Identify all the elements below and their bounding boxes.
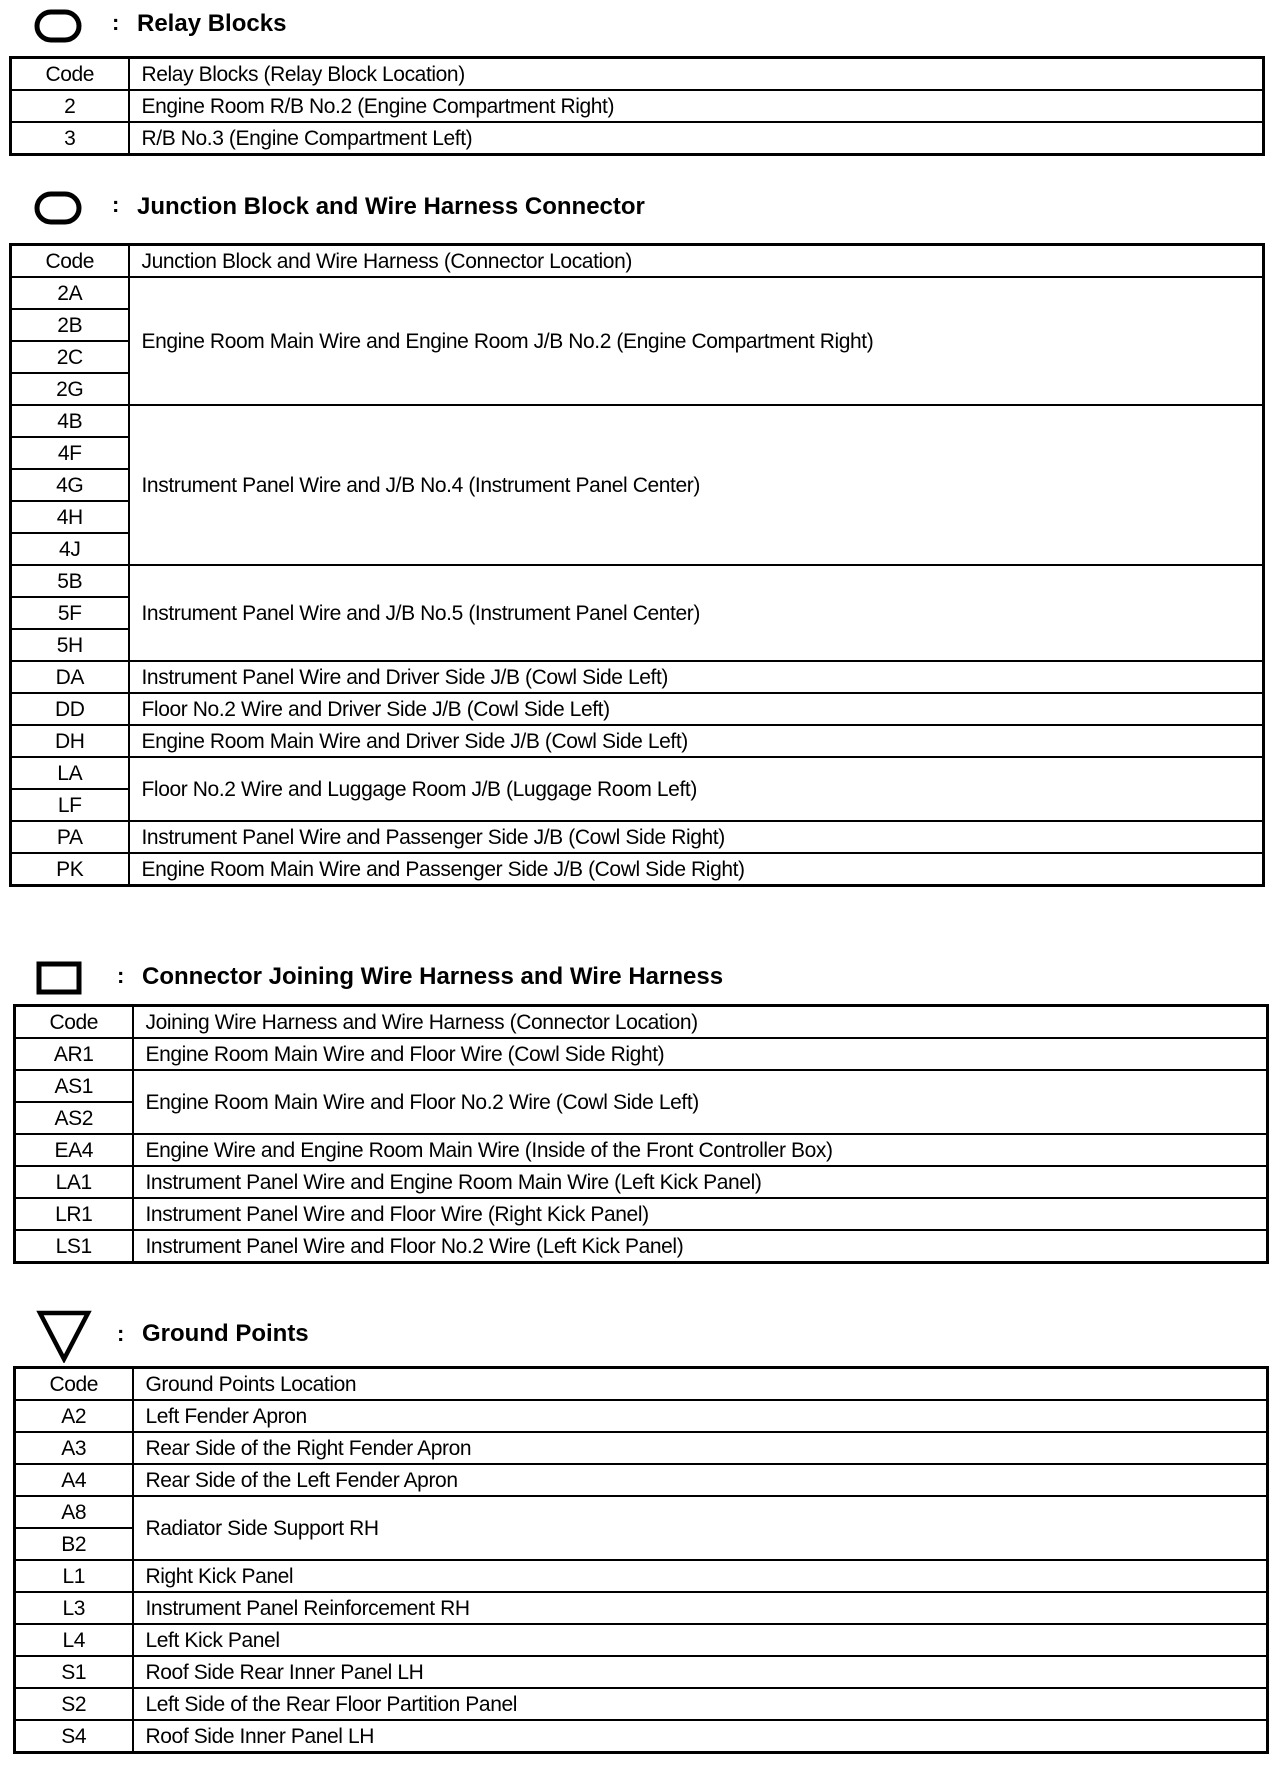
location-cell: Engine Room Main Wire and Driver Side J/B (Cowl Side Left) bbox=[129, 725, 1264, 757]
location-cell: Rear Side of the Left Fender Apron bbox=[133, 1464, 1268, 1496]
code-cell: A4 bbox=[15, 1464, 133, 1496]
table-header-row bbox=[11, 58, 1264, 91]
code-cell: AS2 bbox=[15, 1102, 133, 1134]
table-row bbox=[11, 122, 1264, 155]
table-row bbox=[15, 1230, 1268, 1263]
square-icon bbox=[36, 961, 82, 995]
heading-colon: : bbox=[112, 10, 120, 35]
location-cell: Roof Side Inner Panel LH bbox=[133, 1720, 1268, 1753]
section-title: Connector Joining Wire Harness and Wire Harness bbox=[142, 963, 724, 990]
ground-points-heading bbox=[0, 1305, 1280, 1349]
table-row bbox=[11, 821, 1264, 853]
code-header: Code bbox=[15, 1368, 133, 1401]
heading-colon: : bbox=[117, 1321, 125, 1346]
code-cell: LS1 bbox=[15, 1230, 133, 1263]
table-row bbox=[15, 1624, 1268, 1656]
code-cell: 2A bbox=[11, 277, 129, 309]
code-cell: A2 bbox=[15, 1400, 133, 1432]
code-cell: DH bbox=[11, 725, 129, 757]
table-row bbox=[11, 693, 1264, 725]
code-cell: S1 bbox=[15, 1656, 133, 1688]
relay-blocks-heading bbox=[0, 0, 1280, 44]
code-cell: AR1 bbox=[15, 1038, 133, 1070]
table-header-row bbox=[15, 1368, 1268, 1401]
location-cell: Right Kick Panel bbox=[133, 1560, 1268, 1592]
code-cell: 3 bbox=[11, 122, 129, 155]
code-cell: PA bbox=[11, 821, 129, 853]
junction-block-heading bbox=[0, 188, 1280, 232]
table-row bbox=[11, 277, 1264, 309]
location-cell: Left Side of the Rear Floor Partition Panel bbox=[133, 1688, 1268, 1720]
table-row bbox=[15, 1560, 1268, 1592]
location-header: Ground Points Location bbox=[133, 1368, 1268, 1401]
location-cell: Left Kick Panel bbox=[133, 1624, 1268, 1656]
code-cell: 5B bbox=[11, 565, 129, 597]
table-row bbox=[15, 1432, 1268, 1464]
location-cell: Instrument Panel Wire and Floor Wire (Right Kick Panel) bbox=[133, 1198, 1268, 1230]
location-cell: Floor No.2 Wire and Luggage Room J/B (Luggage Room Left) bbox=[129, 757, 1264, 821]
location-header: Relay Blocks (Relay Block Location) bbox=[129, 58, 1264, 91]
location-header: Junction Block and Wire Harness (Connector Location) bbox=[129, 245, 1264, 278]
table-row bbox=[15, 1070, 1268, 1102]
table-row bbox=[15, 1166, 1268, 1198]
code-cell: 4B bbox=[11, 405, 129, 437]
junction-block-table bbox=[9, 243, 1265, 887]
location-cell: Radiator Side Support RH bbox=[133, 1496, 1268, 1560]
code-cell: LF bbox=[11, 789, 129, 821]
code-cell: 4G bbox=[11, 469, 129, 501]
table-row bbox=[15, 1688, 1268, 1720]
code-cell: 2 bbox=[11, 90, 129, 122]
code-cell: S2 bbox=[15, 1688, 133, 1720]
connector-joining-heading bbox=[0, 957, 1280, 1001]
relay-blocks-table bbox=[9, 56, 1265, 156]
code-cell: DA bbox=[11, 661, 129, 693]
location-cell: Left Fender Apron bbox=[133, 1400, 1268, 1432]
code-cell: L1 bbox=[15, 1560, 133, 1592]
code-header: Code bbox=[15, 1006, 133, 1039]
table-row bbox=[11, 725, 1264, 757]
location-cell: Engine Wire and Engine Room Main Wire (Inside of the Front Controller Box) bbox=[133, 1134, 1268, 1166]
code-cell: L4 bbox=[15, 1624, 133, 1656]
location-cell: Engine Room Main Wire and Passenger Side J/B (Cowl Side Right) bbox=[129, 853, 1264, 886]
code-header: Code bbox=[11, 245, 129, 278]
table-row bbox=[11, 661, 1264, 693]
location-cell: Instrument Panel Wire and Floor No.2 Wire (Left Kick Panel) bbox=[133, 1230, 1268, 1263]
code-cell: LA bbox=[11, 757, 129, 789]
code-cell: A3 bbox=[15, 1432, 133, 1464]
code-cell: LR1 bbox=[15, 1198, 133, 1230]
location-cell: Instrument Panel Wire and J/B No.4 (Instrument Panel Center) bbox=[129, 405, 1264, 565]
location-cell: R/B No.3 (Engine Compartment Left) bbox=[129, 122, 1264, 155]
location-header: Joining Wire Harness and Wire Harness (Connector Location) bbox=[133, 1006, 1268, 1039]
heading-colon: : bbox=[117, 963, 125, 988]
table-row bbox=[15, 1720, 1268, 1753]
table-row bbox=[11, 757, 1264, 789]
code-cell: 2G bbox=[11, 373, 129, 405]
location-cell: Engine Room R/B No.2 (Engine Compartment Right) bbox=[129, 90, 1264, 122]
code-cell: 4J bbox=[11, 533, 129, 565]
table-row bbox=[15, 1198, 1268, 1230]
table-row bbox=[15, 1656, 1268, 1688]
location-cell: Engine Room Main Wire and Floor No.2 Wire (Cowl Side Left) bbox=[133, 1070, 1268, 1134]
ground-points-table bbox=[13, 1366, 1269, 1754]
location-cell: Engine Room Main Wire and Floor Wire (Cowl Side Right) bbox=[133, 1038, 1268, 1070]
location-cell: Instrument Panel Wire and J/B No.5 (Instrument Panel Center) bbox=[129, 565, 1264, 661]
code-cell: 4F bbox=[11, 437, 129, 469]
code-cell: LA1 bbox=[15, 1166, 133, 1198]
table-header-row bbox=[15, 1006, 1268, 1039]
code-cell: AS1 bbox=[15, 1070, 133, 1102]
code-cell: S4 bbox=[15, 1720, 133, 1753]
down-triangle-icon bbox=[36, 1307, 92, 1363]
code-cell: B2 bbox=[15, 1528, 133, 1560]
location-cell: Instrument Panel Wire and Engine Room Main Wire (Left Kick Panel) bbox=[133, 1166, 1268, 1198]
table-row bbox=[11, 853, 1264, 886]
location-cell: Instrument Panel Reinforcement RH bbox=[133, 1592, 1268, 1624]
section-title: Junction Block and Wire Harness Connector bbox=[137, 193, 645, 220]
location-cell: Rear Side of the Right Fender Apron bbox=[133, 1432, 1268, 1464]
table-row bbox=[15, 1038, 1268, 1070]
table-row bbox=[11, 405, 1264, 437]
table-header-row bbox=[11, 245, 1264, 278]
location-cell: Roof Side Rear Inner Panel LH bbox=[133, 1656, 1268, 1688]
table-row bbox=[15, 1592, 1268, 1624]
table-row bbox=[15, 1400, 1268, 1432]
connector-joining-table bbox=[13, 1004, 1269, 1264]
code-cell: 2C bbox=[11, 341, 129, 373]
table-row bbox=[15, 1464, 1268, 1496]
location-cell: Engine Room Main Wire and Engine Room J/B No.2 (Engine Compartment Right) bbox=[129, 277, 1264, 405]
code-cell: L3 bbox=[15, 1592, 133, 1624]
table-row bbox=[11, 565, 1264, 597]
code-cell: 5F bbox=[11, 597, 129, 629]
location-cell: Instrument Panel Wire and Driver Side J/B (Cowl Side Left) bbox=[129, 661, 1264, 693]
code-cell: 2B bbox=[11, 309, 129, 341]
table-row bbox=[15, 1496, 1268, 1528]
code-cell: 4H bbox=[11, 501, 129, 533]
code-cell: A8 bbox=[15, 1496, 133, 1528]
rounded-oval-icon bbox=[34, 191, 82, 225]
location-cell: Instrument Panel Wire and Passenger Side J/B (Cowl Side Right) bbox=[129, 821, 1264, 853]
table-row bbox=[15, 1134, 1268, 1166]
section-title: Relay Blocks bbox=[137, 10, 287, 37]
code-cell: 5H bbox=[11, 629, 129, 661]
code-cell: DD bbox=[11, 693, 129, 725]
location-cell: Floor No.2 Wire and Driver Side J/B (Cowl Side Left) bbox=[129, 693, 1264, 725]
code-header: Code bbox=[11, 58, 129, 91]
heading-colon: : bbox=[112, 192, 120, 217]
rounded-oval-icon bbox=[34, 9, 82, 43]
code-cell: EA4 bbox=[15, 1134, 133, 1166]
code-cell: PK bbox=[11, 853, 129, 886]
table-row bbox=[11, 90, 1264, 122]
section-title: Ground Points bbox=[142, 1320, 309, 1347]
